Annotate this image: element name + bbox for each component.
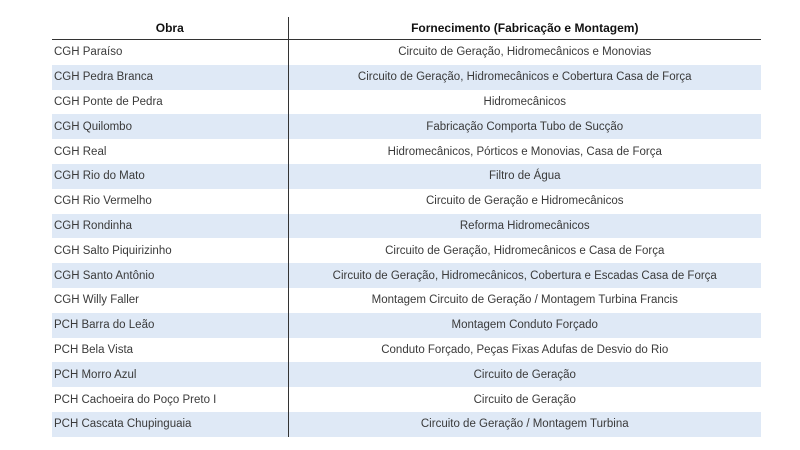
table-row	[52, 387, 761, 412]
cell-obra: CGH Salto Piquirizinho	[52, 238, 288, 263]
cell-fornecimento: Montagem Circuito de Geração / Montagem Turbina Francis	[371, 294, 678, 307]
cell-fornecimento: Circuito de Geração, Hidromecânicos e Cobertura Casa de Força	[288, 65, 761, 90]
table-body	[52, 40, 761, 437]
table-row	[52, 40, 761, 65]
cell-fornecimento: Circuito de Geração e Hidromecânicos	[425, 195, 624, 208]
cell-obra: CGH Rio Vermelho	[52, 189, 288, 214]
cell-fornecimento: Circuito de Geração, Hidromecânicos, Cobertura e Escadas Casa de Força	[288, 263, 761, 288]
cell-obra: PCH Bela Vista	[52, 338, 288, 363]
cell-obra: CGH Paraíso	[52, 40, 288, 65]
header-fornecimento: Fornecimento (Fabricação e Montagem)	[288, 17, 761, 40]
cell-fornecimento: Hidromecânicos, Pórticos e Monovias, Casa de Força	[387, 145, 662, 158]
cell-obra: CGH Santo Antônio	[52, 263, 288, 288]
cell-fornecimento: Circuito de Geração, Hidromecânicos e Monovias	[398, 46, 652, 59]
cell-fornecimento: Circuito de Geração / Montagem Turbina	[288, 412, 761, 437]
table-row	[52, 214, 761, 239]
cell-fornecimento: Hidromecânicos	[483, 95, 566, 108]
table-row	[52, 338, 761, 363]
cell-obra: CGH Rondinha	[52, 214, 288, 239]
cell-obra: CGH Ponte de Pedra	[52, 90, 288, 115]
cell-fornecimento: Circuito de Geração	[288, 362, 761, 387]
table-row	[52, 263, 761, 288]
table-row	[52, 238, 761, 263]
cell-fornecimento: Montagem Conduto Forçado	[288, 313, 761, 338]
table-row	[52, 412, 761, 437]
table-row	[52, 313, 761, 338]
table-header	[52, 17, 761, 40]
cell-obra: PCH Morro Azul	[52, 362, 288, 387]
cell-fornecimento: Fabricação Comporta Tubo de Sucção	[288, 114, 761, 139]
cell-fornecimento: Reforma Hidromecânicos	[288, 214, 761, 239]
table-row	[52, 362, 761, 387]
cell-obra: CGH Pedra Branca	[52, 65, 288, 90]
cell-obra: CGH Rio do Mato	[52, 164, 288, 189]
table-row	[52, 65, 761, 90]
cell-fornecimento: Conduto Forçado, Peças Fixas Adufas de Desvio do Rio	[381, 343, 669, 356]
cell-obra: PCH Cachoeira do Poço Preto I	[52, 387, 288, 412]
cell-obra: PCH Barra do Leão	[52, 313, 288, 338]
works-table	[52, 17, 761, 437]
cell-fornecimento: Circuito de Geração, Hidromecânicos e Casa de Força	[385, 244, 665, 257]
cell-obra: PCH Cascata Chupinguaia	[52, 412, 288, 437]
cell-obra: CGH Willy Faller	[52, 288, 288, 313]
table-row	[52, 139, 761, 164]
cell-obra: CGH Quilombo	[52, 114, 288, 139]
works-table-container	[52, 17, 761, 437]
header-row	[52, 17, 761, 40]
table-row	[52, 189, 761, 214]
cell-fornecimento: Circuito de Geração	[473, 393, 576, 406]
table-row	[52, 164, 761, 189]
table-row	[52, 288, 761, 313]
cell-obra: CGH Real	[52, 139, 288, 164]
header-obra: Obra	[52, 17, 288, 40]
cell-fornecimento: Filtro de Água	[288, 164, 761, 189]
table-row	[52, 114, 761, 139]
table-row	[52, 90, 761, 115]
